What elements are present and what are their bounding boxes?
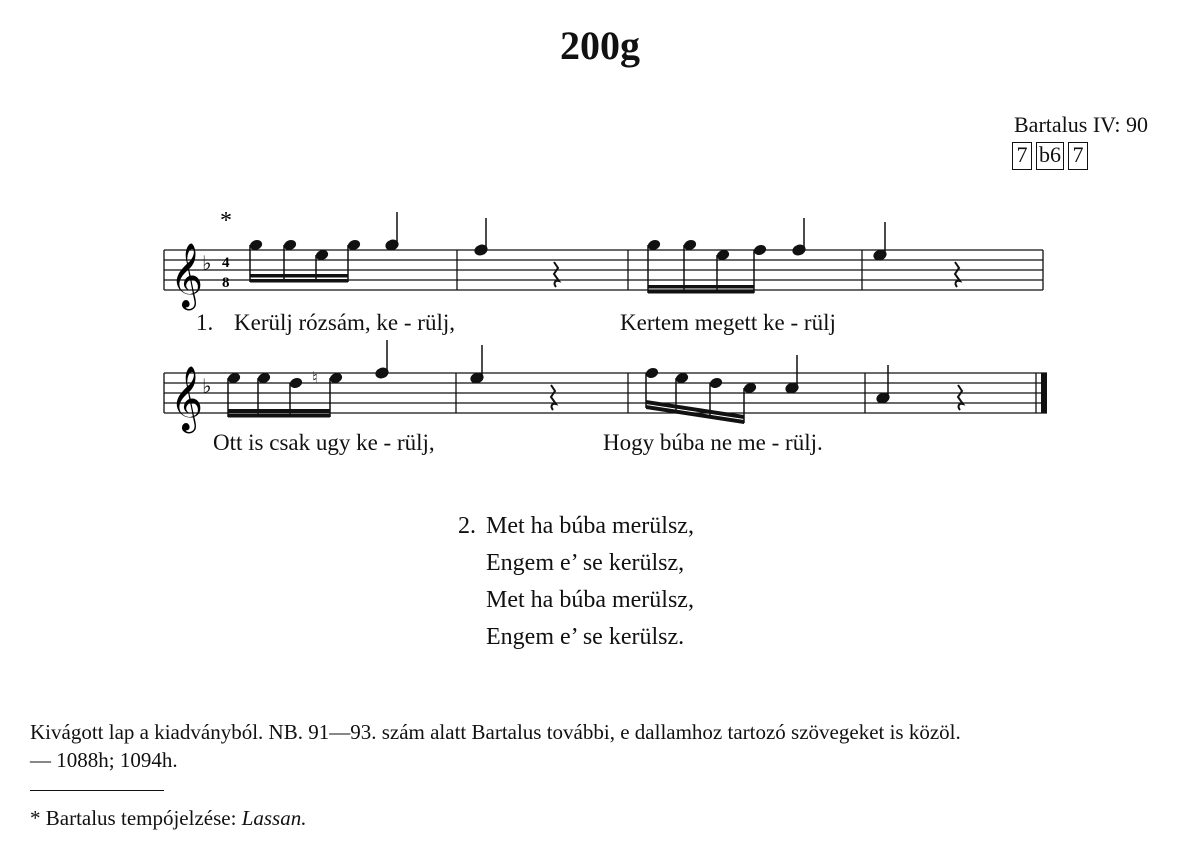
lyric-line-1b: Kertem megett ke - rülj [620,310,836,335]
time-signature-top: 4 [222,255,230,271]
verse-line: Engem e’ se kerülsz. [486,624,685,650]
staff-2 [164,340,1047,433]
source-reference: Bartalus IV: 90 [1014,112,1149,137]
verse-line: Met ha búba merülsz, [486,587,694,613]
measure-1 [249,212,399,283]
verse-line: Engem e’ se kerülsz, [486,550,685,576]
verse-number-2: 2. [458,513,476,539]
treble-clef-icon: 𝄞 [170,366,204,431]
final-barline [1041,373,1047,413]
measure-3 [647,218,806,294]
cadence-code: b6 [1036,142,1064,170]
cadence-code: 7 [1012,142,1032,170]
tempo-marker: * [220,208,232,234]
verse-line: Met ha búba merülsz, [486,513,694,539]
measure-6 [470,345,556,410]
footnote [30,806,306,831]
footnote-divider [30,790,164,791]
measure-5 [227,340,389,418]
footnote-text: * Bartalus tempójelzése: [30,806,242,830]
treble-clef-icon: 𝄞 [170,243,204,308]
cadence-code: 7 [1068,142,1088,170]
page-title: 200g [560,23,640,68]
lyric-line-1a: Kerülj rózsám, ke - rülj, [234,310,455,335]
note-line: Kivágott lap a kiadványból. NB. 91—93. szám alatt Bartalus további, e dallamhoz tartozó szövegeket is közöl. [30,720,961,744]
verse-number-1: 1. [196,310,214,335]
lyric-line-2a: Ott is csak ugy ke - rülj, [213,430,435,455]
staff-1 [164,212,1043,310]
flat-icon: ♭ [202,374,212,398]
measure-4 [873,222,960,287]
flat-icon: ♭ [202,251,212,275]
lyric-line-2b: Hogy búba ne me - rülj. [603,430,823,455]
note-line: — 1088h; 1094h. [30,748,178,772]
natural-icon: ♮ [312,368,318,387]
editorial-note [30,718,961,774]
measure-2 [474,218,559,287]
footnote-tempo: Lassan. [241,806,307,830]
verse-2 [458,508,694,656]
time-signature-bottom: 8 [222,275,230,291]
